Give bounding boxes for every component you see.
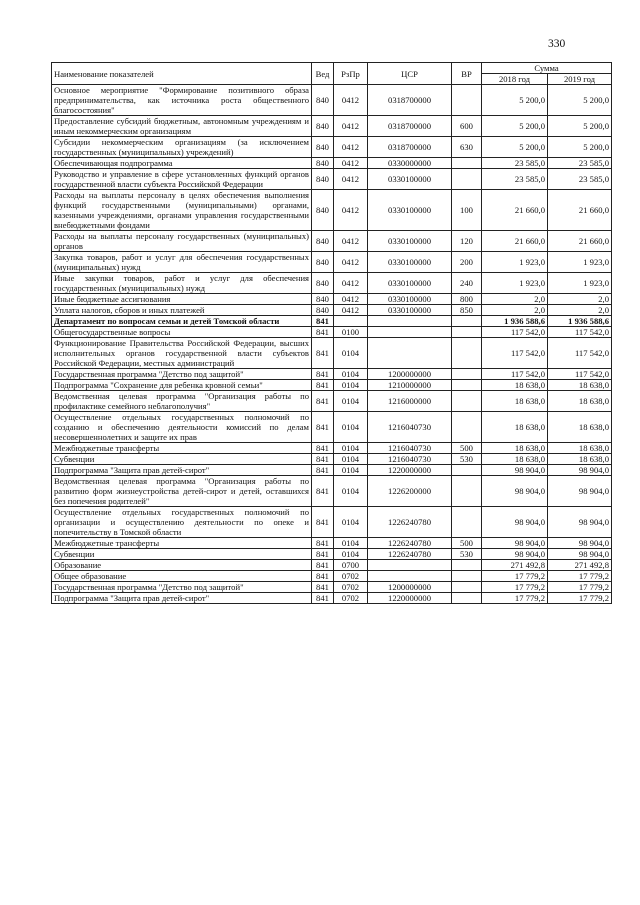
row-rzpr: 0104 [334,454,368,465]
row-name: Государственная программа "Детство под защитой" [52,369,312,380]
row-name: Осуществление отдельных государственных полномочий по организации и осуществлению деятельности по опеке и попечительству в Томской области [52,507,312,538]
table-row [52,443,612,454]
row-vr [452,327,482,338]
row-sum-2019: 18 638,0 [548,454,612,465]
row-sum-2018: 18 638,0 [482,391,548,412]
row-sum-2018: 2,0 [482,305,548,316]
row-name: Государственная программа "Детство под защитой" [52,582,312,593]
row-rzpr: 0104 [334,338,368,369]
table-row [52,294,612,305]
row-ved: 841 [312,538,334,549]
row-vr [452,316,482,327]
row-sum-2019: 98 904,0 [548,507,612,538]
row-csr: 0330100000 [368,252,452,273]
row-csr: 0330100000 [368,190,452,231]
row-name: Ведомственная целевая программа "Организация работы по развитию форм жизнеустройства детей-сирот и детей, оставшихся без попечения родителей" [52,476,312,507]
row-sum-2019: 17 779,2 [548,582,612,593]
row-sum-2019: 271 492,8 [548,560,612,571]
row-name: Межбюджетные трансферты [52,443,312,454]
row-rzpr: 0412 [334,305,368,316]
row-vr: 800 [452,294,482,305]
row-sum-2019: 17 779,2 [548,593,612,604]
row-ved: 841 [312,507,334,538]
row-csr: 1200000000 [368,582,452,593]
row-csr: 0330100000 [368,273,452,294]
row-vr [452,582,482,593]
row-sum-2018: 1 923,0 [482,273,548,294]
row-ved: 840 [312,252,334,273]
row-sum-2019: 2,0 [548,294,612,305]
table-row [52,593,612,604]
row-rzpr: 0100 [334,327,368,338]
row-ved: 841 [312,549,334,560]
row-vr: 630 [452,137,482,158]
header-rzpr: РзПр [334,63,368,85]
row-rzpr: 0702 [334,593,368,604]
row-vr: 530 [452,549,482,560]
row-sum-2019: 5 200,0 [548,85,612,116]
row-vr: 120 [452,231,482,252]
table-body [52,85,612,604]
table-row [52,231,612,252]
row-sum-2018: 1 936 588,6 [482,316,548,327]
row-sum-2019: 18 638,0 [548,391,612,412]
row-sum-2018: 17 779,2 [482,582,548,593]
row-vr: 240 [452,273,482,294]
row-csr: 1226240780 [368,549,452,560]
row-vr: 200 [452,252,482,273]
row-csr: 1220000000 [368,465,452,476]
row-ved: 841 [312,338,334,369]
row-vr: 600 [452,116,482,137]
row-vr: 850 [452,305,482,316]
table-row [52,465,612,476]
row-csr [368,560,452,571]
row-sum-2018: 117 542,0 [482,369,548,380]
row-vr [452,465,482,476]
table-row [52,190,612,231]
row-name: Расходы на выплаты персоналу в целях обеспечения выполнения функций государственными (муниципальными) органами, казенными учреждениями, органами управления государственными внебюджетными фондами [52,190,312,231]
row-sum-2018: 21 660,0 [482,231,548,252]
row-ved: 841 [312,582,334,593]
table-row [52,116,612,137]
row-sum-2019: 117 542,0 [548,369,612,380]
row-sum-2019: 17 779,2 [548,571,612,582]
header-vr: ВР [452,63,482,85]
row-rzpr: 0412 [334,273,368,294]
row-name: Закупка товаров, работ и услуг для обеспечения государственных (муниципальных) нужд [52,252,312,273]
row-rzpr: 0700 [334,560,368,571]
row-rzpr: 0412 [334,158,368,169]
row-sum-2018: 23 585,0 [482,158,548,169]
row-csr [368,571,452,582]
row-ved: 840 [312,158,334,169]
row-sum-2018: 98 904,0 [482,476,548,507]
header-name: Наименование показателей [52,63,312,85]
row-rzpr [334,316,368,327]
table-row [52,412,612,443]
row-sum-2018: 18 638,0 [482,443,548,454]
row-ved: 841 [312,380,334,391]
row-vr [452,593,482,604]
table-row [52,305,612,316]
header-year-2018: 2018 год [482,74,548,85]
row-csr [368,316,452,327]
header-sum: Сумма [482,63,612,74]
row-sum-2019: 98 904,0 [548,476,612,507]
table-row [52,316,612,327]
row-ved: 840 [312,231,334,252]
table-row [52,582,612,593]
row-csr: 0330100000 [368,294,452,305]
row-rzpr: 0104 [334,391,368,412]
row-csr: 1226240780 [368,507,452,538]
row-sum-2018: 21 660,0 [482,190,548,231]
row-name: Межбюджетные трансферты [52,538,312,549]
row-name: Общее образование [52,571,312,582]
table-row [52,252,612,273]
row-csr: 0330000000 [368,158,452,169]
row-csr: 1216040730 [368,454,452,465]
table-header-row [52,63,612,74]
row-sum-2019: 18 638,0 [548,443,612,454]
row-csr: 0318700000 [368,85,452,116]
table-row [52,380,612,391]
row-sum-2019: 18 638,0 [548,412,612,443]
row-rzpr: 0104 [334,549,368,560]
row-csr [368,327,452,338]
row-csr: 0330100000 [368,305,452,316]
row-csr: 1210000000 [368,380,452,391]
table-row [52,454,612,465]
row-name: Иные закупки товаров, работ и услуг для обеспечения государственных (муниципальных) нужд [52,273,312,294]
row-ved: 841 [312,412,334,443]
row-sum-2019: 5 200,0 [548,137,612,158]
row-sum-2018: 271 492,8 [482,560,548,571]
row-sum-2018: 98 904,0 [482,507,548,538]
row-sum-2018: 18 638,0 [482,412,548,443]
table-row [52,538,612,549]
row-rzpr: 0412 [334,137,368,158]
row-rzpr: 0412 [334,190,368,231]
table-row [52,549,612,560]
row-ved: 840 [312,305,334,316]
row-vr: 530 [452,454,482,465]
row-rzpr: 0104 [334,369,368,380]
table-row [52,560,612,571]
row-csr: 0330100000 [368,231,452,252]
row-ved: 841 [312,391,334,412]
row-rzpr: 0412 [334,252,368,273]
row-ved: 841 [312,327,334,338]
row-name: Предоставление субсидий бюджетным, автономным учреждениям и иным некоммерческим организациям [52,116,312,137]
row-csr: 0318700000 [368,116,452,137]
table-row [52,273,612,294]
row-ved: 840 [312,85,334,116]
row-vr [452,507,482,538]
row-rzpr: 0104 [334,465,368,476]
row-name: Обеспечивающая подпрограмма [52,158,312,169]
row-name: Подпрограмма "Защита прав детей-сирот" [52,593,312,604]
header-year-2019: 2019 год [548,74,612,85]
row-ved: 841 [312,593,334,604]
row-sum-2019: 1 923,0 [548,273,612,294]
row-rzpr: 0412 [334,85,368,116]
row-sum-2018: 2,0 [482,294,548,305]
row-csr: 1216040730 [368,412,452,443]
row-name: Ведомственная целевая программа "Организация работы по профилактике семейного неблагополучия" [52,391,312,412]
row-vr [452,412,482,443]
row-sum-2019: 117 542,0 [548,338,612,369]
row-sum-2018: 23 585,0 [482,169,548,190]
row-csr: 1216040730 [368,443,452,454]
row-name: Иные бюджетные ассигнования [52,294,312,305]
row-ved: 841 [312,316,334,327]
row-name: Подпрограмма "Защита прав детей-сирот" [52,465,312,476]
table-row [52,369,612,380]
header-ved: Вед [312,63,334,85]
row-csr: 0330100000 [368,169,452,190]
row-ved: 841 [312,476,334,507]
row-vr [452,158,482,169]
page-number: 330 [548,38,566,50]
row-sum-2019: 98 904,0 [548,549,612,560]
row-csr [368,338,452,369]
row-rzpr: 0104 [334,476,368,507]
row-vr [452,169,482,190]
table-row [52,338,612,369]
row-name: Расходы на выплаты персоналу государственных (муниципальных) органов [52,231,312,252]
row-sum-2018: 5 200,0 [482,116,548,137]
row-sum-2019: 21 660,0 [548,231,612,252]
table-row [52,476,612,507]
row-sum-2019: 98 904,0 [548,538,612,549]
row-ved: 840 [312,116,334,137]
row-vr [452,338,482,369]
row-rzpr: 0104 [334,538,368,549]
row-sum-2019: 117 542,0 [548,327,612,338]
row-csr: 0318700000 [368,137,452,158]
row-vr: 500 [452,443,482,454]
row-ved: 840 [312,137,334,158]
budget-table [51,62,612,604]
row-sum-2019: 18 638,0 [548,380,612,391]
row-name: Основное мероприятие "Формирование позитивного образа предпринимательства, как источника роста общественного благосостояния" [52,85,312,116]
row-ved: 841 [312,560,334,571]
row-rzpr: 0104 [334,380,368,391]
row-name: Уплата налогов, сборов и иных платежей [52,305,312,316]
row-rzpr: 0702 [334,582,368,593]
row-sum-2019: 21 660,0 [548,190,612,231]
row-sum-2018: 1 923,0 [482,252,548,273]
table-row [52,158,612,169]
row-ved: 841 [312,571,334,582]
row-name: Осуществление отдельных государственных полномочий по созданию и обеспечению деятельности комиссий по делам несовершеннолетних и защите их прав [52,412,312,443]
row-sum-2018: 98 904,0 [482,549,548,560]
row-name: Общегосударственные вопросы [52,327,312,338]
row-ved: 841 [312,369,334,380]
row-vr [452,571,482,582]
row-rzpr: 0412 [334,116,368,137]
row-sum-2018: 5 200,0 [482,85,548,116]
table-row [52,507,612,538]
row-ved: 841 [312,465,334,476]
row-sum-2019: 23 585,0 [548,169,612,190]
row-name: Руководство и управление в сфере установленных функций органов государственной власти субъекта Российской Федерации [52,169,312,190]
row-sum-2018: 18 638,0 [482,454,548,465]
table-row [52,391,612,412]
table-row [52,169,612,190]
row-name: Подпрограмма "Сохранение для ребенка кровной семьи" [52,380,312,391]
row-rzpr: 0412 [334,231,368,252]
row-ved: 840 [312,294,334,305]
header-csr: ЦСР [368,63,452,85]
row-name: Функционирование Правительства Российской Федерации, высших исполнительных органов государственной власти субъектов Российской Федерации, местных администраций [52,338,312,369]
row-ved: 840 [312,273,334,294]
row-vr [452,476,482,507]
row-name: Департамент по вопросам семьи и детей Томской области [52,316,312,327]
table-row [52,137,612,158]
row-ved: 840 [312,190,334,231]
row-sum-2018: 5 200,0 [482,137,548,158]
row-rzpr: 0104 [334,412,368,443]
row-sum-2019: 98 904,0 [548,465,612,476]
row-csr: 1226240780 [368,538,452,549]
row-vr [452,369,482,380]
row-name: Образование [52,560,312,571]
row-rzpr: 0104 [334,507,368,538]
table-row [52,571,612,582]
row-vr [452,85,482,116]
row-csr: 1216000000 [368,391,452,412]
row-sum-2018: 117 542,0 [482,327,548,338]
row-sum-2019: 1 936 588,6 [548,316,612,327]
row-sum-2018: 117 542,0 [482,338,548,369]
row-sum-2019: 23 585,0 [548,158,612,169]
row-sum-2018: 17 779,2 [482,571,548,582]
row-name: Субвенции [52,549,312,560]
row-vr: 500 [452,538,482,549]
row-ved: 841 [312,454,334,465]
row-vr [452,560,482,571]
row-sum-2018: 18 638,0 [482,380,548,391]
row-sum-2018: 98 904,0 [482,538,548,549]
row-name: Субвенции [52,454,312,465]
table-row [52,85,612,116]
row-vr [452,380,482,391]
row-vr [452,391,482,412]
row-ved: 841 [312,443,334,454]
row-rzpr: 0104 [334,443,368,454]
row-csr: 1226200000 [368,476,452,507]
row-sum-2019: 5 200,0 [548,116,612,137]
table-row [52,327,612,338]
row-rzpr: 0702 [334,571,368,582]
row-rzpr: 0412 [334,169,368,190]
row-rzpr: 0412 [334,294,368,305]
row-csr: 1200000000 [368,369,452,380]
row-csr: 1220000000 [368,593,452,604]
row-sum-2019: 1 923,0 [548,252,612,273]
row-ved: 840 [312,169,334,190]
row-sum-2019: 2,0 [548,305,612,316]
row-sum-2018: 17 779,2 [482,593,548,604]
row-vr: 100 [452,190,482,231]
row-name: Субсидии некоммерческим организациям (за исключением государственных (муниципальных) учреждений) [52,137,312,158]
row-sum-2018: 98 904,0 [482,465,548,476]
